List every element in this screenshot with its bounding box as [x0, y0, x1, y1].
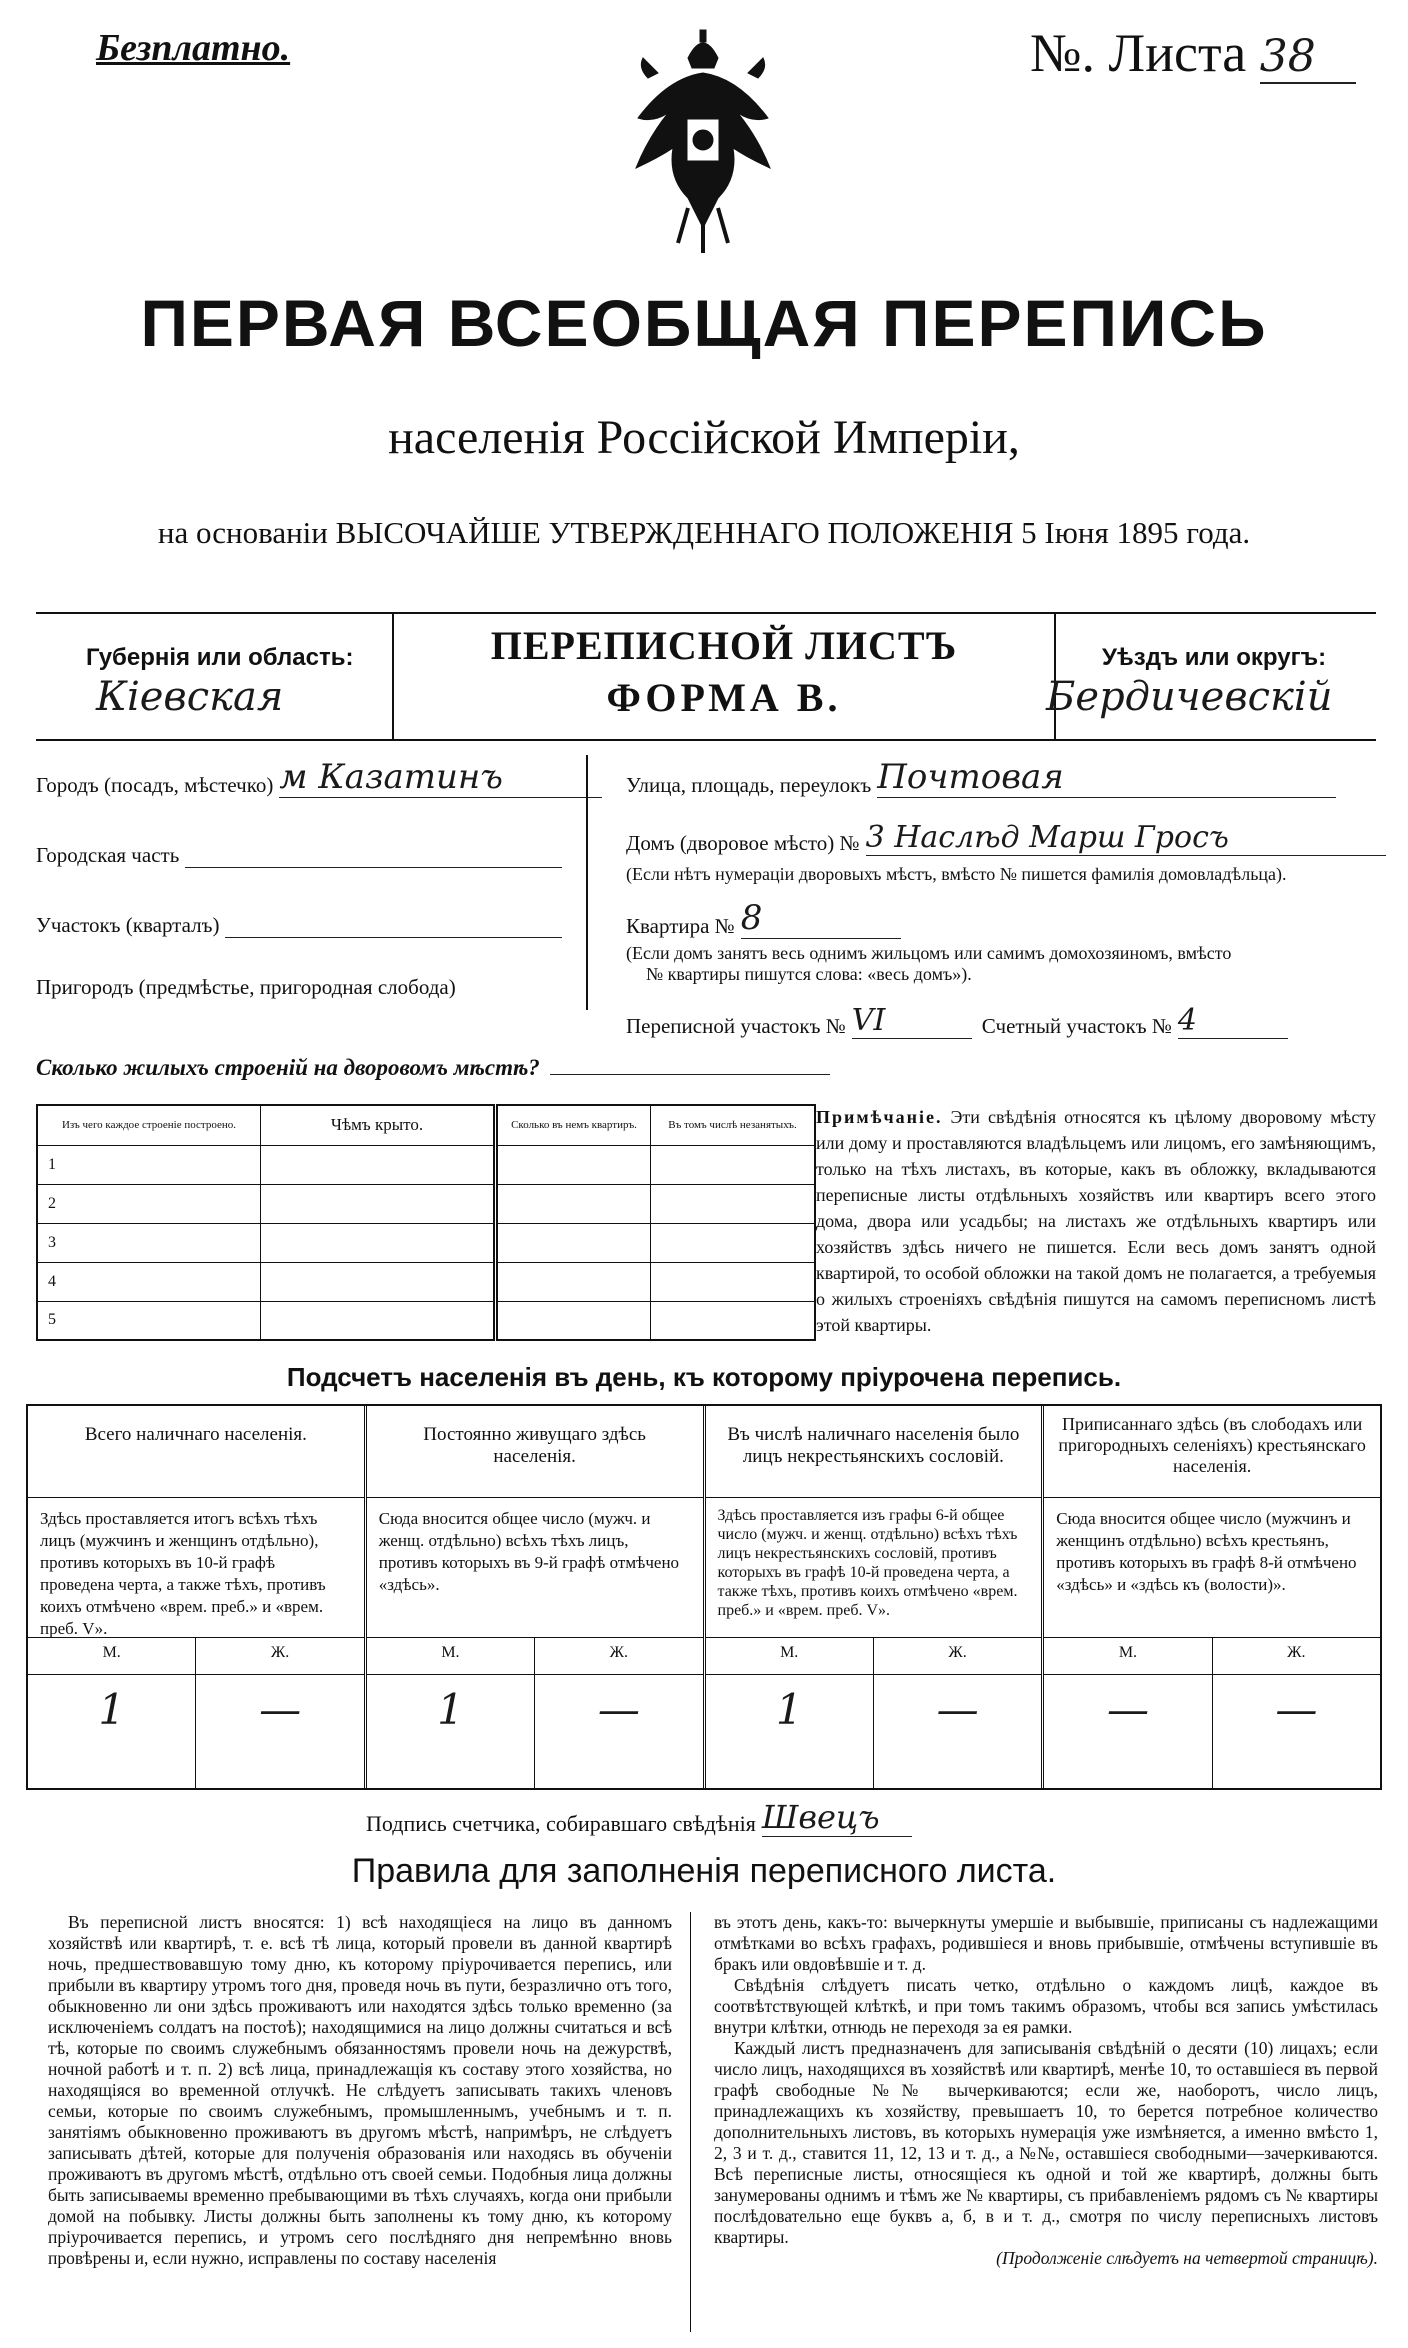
cell[interactable]: [651, 1301, 816, 1340]
areas-row: [626, 999, 1386, 1039]
rules-title: Правила для заполненія переписного листа.: [351, 1852, 1057, 1890]
apartment-value: 8: [741, 898, 901, 939]
mf-header: [1044, 1638, 1380, 1675]
cell[interactable]: [651, 1184, 816, 1223]
city-part-label: Городская часть: [36, 843, 180, 867]
population-column: [706, 1406, 1045, 1788]
mf-values: [367, 1675, 703, 1788]
street-label: Улица, площадь, переулокъ: [626, 773, 872, 797]
form-title: ПЕРЕПИСНОЙ ЛИСТЪ: [490, 623, 958, 668]
street-value: Почтовая: [877, 757, 1336, 798]
male-value[interactable]: 1: [28, 1675, 196, 1788]
buildings-question: [36, 1055, 830, 1081]
sheet-number-label: №. Листа: [1030, 23, 1247, 83]
cell[interactable]: [651, 1262, 816, 1301]
district-label: Участокъ (кварталъ): [36, 913, 220, 937]
population-column: [367, 1406, 706, 1788]
apartment-row: [626, 899, 1386, 939]
mf-values: [1044, 1675, 1380, 1788]
rules-right-column: [714, 1912, 1378, 2269]
count-area-label: Счетный участокъ №: [981, 1014, 1172, 1038]
form-letter: ФОРМА В.: [606, 675, 842, 720]
cell[interactable]: [496, 1223, 651, 1262]
population-column: [1044, 1406, 1380, 1788]
free-label: Безплатно.: [96, 27, 291, 69]
table-row: [37, 1223, 815, 1262]
row-number: 3: [37, 1223, 261, 1262]
cell[interactable]: [261, 1145, 496, 1184]
male-value[interactable]: 1: [367, 1675, 535, 1788]
city-label: Городъ (посадъ, мѣстечко): [36, 773, 274, 797]
divider: [586, 755, 588, 1010]
imperial-eagle-emblem: [628, 28, 778, 258]
sheet-number: [1030, 22, 1356, 84]
street-row: [626, 758, 1386, 798]
city-part-field[interactable]: [185, 867, 562, 868]
note-text: Эти свѣдѣнія относятся къ цѣлому дворовому мѣсту или дому и проставляются владѣльцемъ или лицомъ, его замѣняющимъ, только на тѣхъ листахъ, въ которые, какъ въ обложку, вкладываются переписные листы отдѣльныхъ хозяйствъ или квартиръ всего этого дома, двора или усадьбы; на листахъ же отдѣльныхъ квартиръ или хозяйствъ здѣсь ничего не пишется. Если весь домъ занятъ одной квартирой, то особой обложки на такой домъ не полагается, а требуемыя о жилыхъ строеніяхъ свѣдѣнія пишутся на самомъ переписномъ листѣ этой квартиры.: [816, 1107, 1376, 1335]
table-row: [37, 1145, 815, 1184]
gubernia-value: Кіевская: [96, 674, 284, 720]
cell[interactable]: [496, 1145, 651, 1184]
rules-left-column: Въ переписной листъ вносятся: 1) всѣ находящіеся на лицо въ данномъ хозяйствѣ или квартирѣ, т. е. всѣ тѣ лица, который провели въ данной квартирѣ ночь, предшествовавшую тому дню, къ которому пріурочивается перепись, или прибыли въ квартиру утромъ того дня, проведя ночь въ пути, безразлично отъ того, обыкновенно ли они здѣсь проживаютъ или находятся здѣсь только временно (за исключеніемъ солдатъ на постоѣ); находящимися на лицо должны считаться и всѣ тѣ, которые по своимъ служебнымъ обязанностямъ провели ночь на дежурствѣ, ночной работѣ и т. п. 2) всѣ лица, принадлежащія къ составу этого хозяйства, но находящіяся во временной отлучкѣ. Не слѣдуетъ записывать такихъ членовъ семьи, которые по своимъ служебнымъ, промышленнымъ, учебнымъ и т. п. занятіямъ обыкновенно проживаютъ въ другомъ мѣстѣ, напримѣръ, не слѣдуетъ записывать дѣтей, которые для полученія образованія или находясь въ обученіи проживаютъ въ другомъ мѣстѣ, отдѣльно отъ своей семьи. Подобныя лица должны быть записываемы временно пребывающими въ тѣхъ случаяхъ, когда они прибыли домой на побывку. Листы должны быть заполнены къ тому дню, къ которому пріурочивается перепись, и утромъ сего послѣдняго дня непремѣнно вновь провѣрены и, если нужно, исправлены по составу населенія: [48, 1912, 672, 2268]
male-label: М.: [28, 1638, 196, 1674]
mf-header: [28, 1638, 364, 1675]
city-value: м Казатинъ: [279, 757, 602, 798]
row-number: 2: [37, 1184, 261, 1223]
mf-header: [706, 1638, 1042, 1675]
address-left: [36, 757, 602, 1000]
buildings-note: [816, 1104, 1376, 1338]
col-roof: Чѣмъ крыто.: [261, 1105, 496, 1145]
uezd-label: Уѣздъ или округъ:: [1102, 644, 1327, 671]
female-label: Ж.: [270, 1644, 290, 1661]
row-number: 5: [37, 1301, 261, 1340]
column-desc: Здѣсь проставляется итогъ всѣхъ тѣхъ лицъ (мужчинъ и женщинъ отдѣльно), противъ которыхъ въ 10-й графѣ проведена черта, а также тѣхъ, противъ коихъ отмѣчено «врем. преб.» и «врем. преб. V».: [28, 1498, 364, 1638]
apartment-note-1: (Если домъ занятъ весь однимъ жильцомъ или самимъ домохозяиномъ, вмѣсто: [626, 943, 1232, 963]
buildings-table: [36, 1104, 816, 1341]
apartment-note-2: № квартиры пишутся слова: «весь домъ»).: [646, 964, 972, 984]
district-row: [36, 902, 602, 938]
column-head: Въ числѣ наличнаго населенія было лицъ некрестьянскихъ сословій.: [706, 1406, 1042, 1498]
column-desc: Сюда вносится общее число (мужчинъ и женщинъ отдѣльно) всѣхъ крестьянъ, противъ которыхъ въ графѣ 8-й отмѣчено «здѣсь» и «здѣсь къ (волости)».: [1044, 1498, 1380, 1638]
suburb-row: [36, 964, 602, 1000]
female-value[interactable]: —: [597, 1685, 640, 1734]
female-value[interactable]: —: [1275, 1685, 1318, 1734]
cell[interactable]: [496, 1184, 651, 1223]
female-label: Ж.: [948, 1644, 967, 1661]
form-box: [36, 612, 1376, 741]
table-row: [37, 1184, 815, 1223]
cell[interactable]: [496, 1262, 651, 1301]
sheet-number-value: 38: [1260, 31, 1356, 84]
cell[interactable]: [261, 1301, 496, 1340]
note-head: Примѣчаніе.: [816, 1107, 943, 1127]
main-title: ПЕРВАЯ ВСЕОБЩАЯ ПЕРЕПИСЬ: [140, 286, 1268, 360]
district-field[interactable]: [225, 937, 562, 938]
census-area-label: Переписной участокъ №: [626, 1014, 846, 1038]
census-area-value: VI: [852, 1003, 972, 1039]
population-column: [28, 1406, 367, 1788]
cell[interactable]: [261, 1184, 496, 1223]
male-label: М.: [367, 1638, 535, 1674]
suburb-label: Пригородъ (предмѣстье, пригородная слобода): [36, 975, 456, 999]
female-value[interactable]: —: [259, 1685, 302, 1734]
male-label: М.: [1044, 1638, 1212, 1674]
mf-values: [706, 1675, 1042, 1788]
house-value: 3 Наслѣд Марш Гросъ: [866, 820, 1386, 856]
table-row: [37, 1301, 815, 1340]
population-table: [26, 1404, 1382, 1790]
female-label: Ж.: [609, 1644, 628, 1661]
column-divider: [690, 1912, 691, 2332]
col-apartments: Сколько въ немъ квартиръ.: [496, 1105, 651, 1145]
table-row: [37, 1262, 815, 1301]
row-number: 1: [37, 1145, 261, 1184]
column-head: Приписаннаго здѣсь (въ слободахъ или пригородныхъ селеніяхъ) крестьянскаго населенія.: [1044, 1406, 1380, 1498]
male-value[interactable]: 1: [706, 1675, 874, 1788]
col-material: Изъ чего каждое строеніе построено.: [37, 1105, 261, 1145]
gubernia-label: Губернія или область:: [86, 644, 354, 671]
house-row: [626, 816, 1386, 856]
female-label: Ж.: [1287, 1644, 1306, 1661]
cell[interactable]: [261, 1262, 496, 1301]
column-desc: Сюда вносится общее число (мужч. и женщ. отдѣльно) всѣхъ тѣхъ лицъ, противъ которыхъ въ 9-й графѣ отмѣчено «здѣсь».: [367, 1498, 703, 1638]
subtitle: населенія Россійской Имперіи,: [388, 411, 1020, 464]
signature-label: Подпись счетчика, собиравшаго свѣдѣнія: [366, 1811, 756, 1836]
cell[interactable]: [651, 1145, 816, 1184]
rules-continued: (Продолженіе слѣдуетъ на четвертой страницѣ).: [996, 2248, 1378, 2268]
row-number: 4: [37, 1262, 261, 1301]
column-desc: Здѣсь проставляется изъ графы 6-й общее число (мужч. и женщ. отдѣльно) всѣхъ тѣхъ лицъ некрестьянскихъ сословій, противъ которыхъ въ графѣ 10-й проведена черта, а также тѣхъ, противъ коихъ отмѣчено «врем. преб.» и «врем. преб. V».: [706, 1498, 1042, 1638]
population-title: Подсчетъ населенія въ день, къ которому пріурочена перепись.: [286, 1362, 1122, 1392]
house-label: Домъ (дворовое мѣсто) №: [626, 831, 860, 855]
apartment-label: Квартира №: [626, 914, 735, 938]
rules-paragraph: Каждый листъ предназначенъ для записыванія свѣдѣній о десяти (10) лицахъ; если число лицъ, находящихся въ хозяйствѣ или квартирѣ, менѣе 10, то оставшіеся въ первой графѣ свободные №№ вычеркиваются; если же, наоборотъ, число лицъ, принадлежащихъ къ хозяйству, превышаетъ 10, то берется потребное количество дополнительныхъ листовъ, въ которыхъ нумерація уже измѣняется, а именно вмѣсто 1, 2, 3 и т. д., ставится 11, 12, 13 и т. д., а №№, оставшіеся свободными—зачеркиваются. Всѣ переписные листы, относящіеся къ одной и той же квартирѣ, должны быть занумерованы однимъ и тѣмъ же № квартиры, съ прибавленіемъ рядомъ съ № квартиры послѣдовательно еще буквъ а, б, в и т. д., смотря по числу переписныхъ листовъ квартиры.: [714, 2038, 1378, 2247]
male-label: М.: [706, 1638, 874, 1674]
city-row: [36, 757, 602, 798]
female-value[interactable]: —: [936, 1685, 979, 1734]
uezd-value: Бердичевскій: [1046, 674, 1333, 720]
mf-values: [28, 1675, 364, 1788]
cell[interactable]: [261, 1223, 496, 1262]
signature-row: [366, 1798, 912, 1837]
rules-paragraph: Свѣдѣнія слѣдуетъ писать четко, отдѣльно о каждомъ лицѣ, каждое въ соотвѣтствующей клѣткѣ, и при томъ такимъ образомъ, чтобы вся запись умѣстилась внутри клѣтки, отнюдь не переходя за ея рамки.: [714, 1975, 1378, 2037]
column-head: Постоянно живущаго здѣсь населенія.: [367, 1406, 703, 1498]
mf-header: [367, 1638, 703, 1675]
signature-value: Швецъ: [762, 1798, 912, 1837]
buildings-answer-field[interactable]: [550, 1074, 830, 1075]
table-header-row: [37, 1105, 815, 1145]
address-right: [626, 758, 1386, 1039]
city-part-row: [36, 832, 602, 868]
cell[interactable]: [496, 1301, 651, 1340]
basis-line: на основаніи ВЫСОЧАЙШЕ УТВЕРЖДЕННАГО ПОЛОЖЕНІЯ 5 Іюня 1895 года.: [157, 515, 1251, 550]
house-note: (Если нѣтъ нумераціи дворовыхъ мѣстъ, вмѣсто № пишется фамилія домовладѣльца).: [626, 864, 1287, 884]
cell[interactable]: [651, 1223, 816, 1262]
column-head: Всего наличнаго населенія.: [28, 1406, 364, 1498]
male-value[interactable]: —: [1044, 1675, 1212, 1788]
rules-paragraph: въ этотъ день, какъ-то: вычеркнуты умершіе и выбывшіе, приписаны съ надлежащими отмѣтками во всѣхъ графахъ, родившіеся и вновь прибывшіе, отмѣчены вступившіе въ бракъ или овдовѣвшіе и т. д.: [714, 1912, 1378, 1974]
col-vacant: Въ томъ числѣ незанятыхъ.: [651, 1105, 816, 1145]
count-area-value: 4: [1178, 1003, 1288, 1039]
buildings-question-text: Сколько жилыхъ строеній на дворовомъ мѣстѣ?: [36, 1055, 540, 1080]
